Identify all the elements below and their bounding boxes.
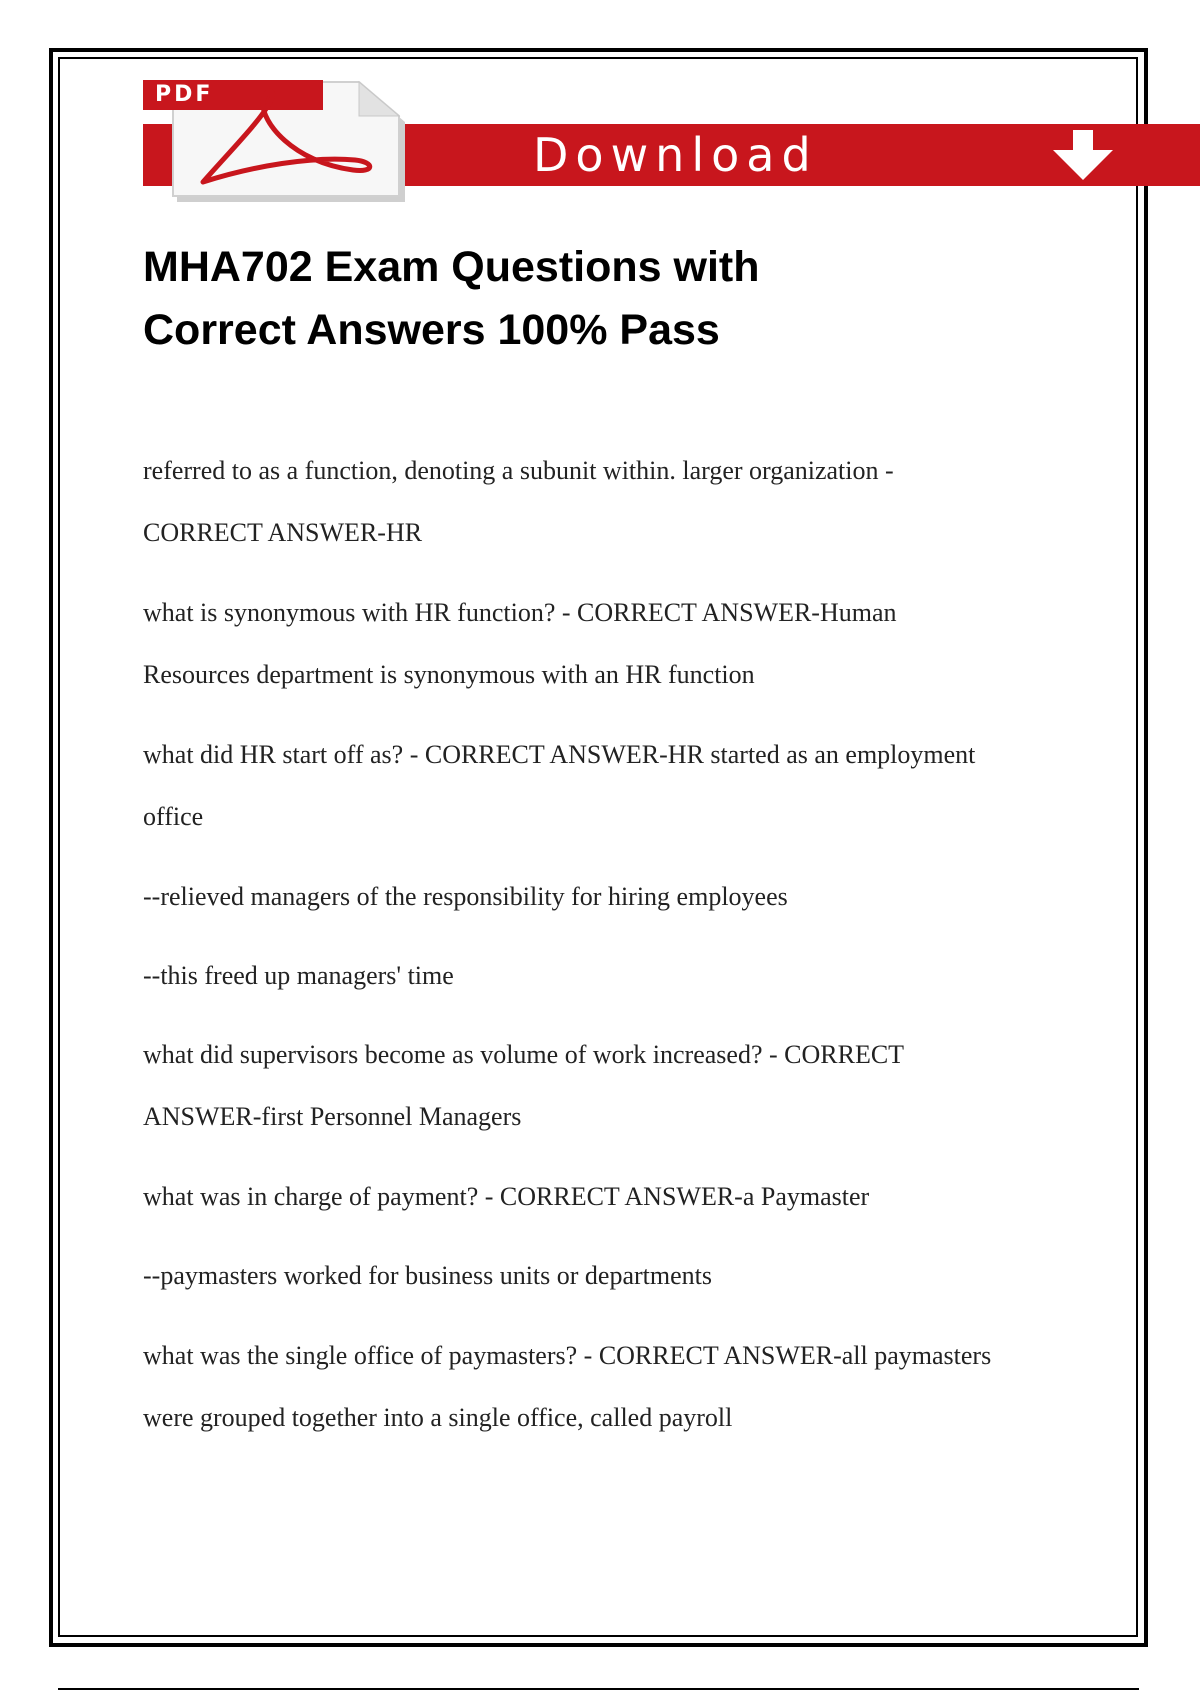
title-line-1: MHA702 Exam Questions with <box>143 243 760 291</box>
qa-line: what was the single office of paymasters? - CORRECT ANSWER-all paymasters <box>143 1341 992 1370</box>
qa-line: --relieved managers of the responsibility for hiring employees <box>143 882 788 911</box>
download-banner[interactable] <box>143 78 1200 202</box>
document-title <box>143 236 1043 362</box>
qa-line: what was in charge of payment? - CORRECT ANSWER-a Paymaster <box>143 1182 870 1211</box>
qa-line: --this freed up managers' time <box>143 961 454 990</box>
qa-line: were grouped together into a single office, called payroll <box>143 1403 733 1432</box>
qa-line: ANSWER-first Personnel Managers <box>143 1102 522 1131</box>
pdf-badge-label: PDF <box>155 82 214 107</box>
qa-line: Resources department is synonymous with an HR function <box>143 660 755 689</box>
download-label: Download <box>533 128 818 182</box>
download-arrow-icon <box>1043 128 1123 182</box>
qa-line: referred to as a function, denoting a subunit within. larger organization - <box>143 456 894 485</box>
title-line-2: Correct Answers 100% Pass <box>143 306 720 354</box>
qa-line: --paymasters worked for business units or departments <box>143 1261 712 1290</box>
qa-line: office <box>143 802 204 831</box>
qa-line: CORRECT ANSWER-HR <box>143 518 423 547</box>
qa-line: what is synonymous with HR function? - CORRECT ANSWER-Human <box>143 598 897 627</box>
qa-line: what did supervisors become as volume of work increased? - CORRECT <box>143 1040 905 1069</box>
qa-line: what did HR start off as? - CORRECT ANSWER-HR started as an employment <box>143 740 976 769</box>
footer-rule <box>58 1688 1139 1690</box>
